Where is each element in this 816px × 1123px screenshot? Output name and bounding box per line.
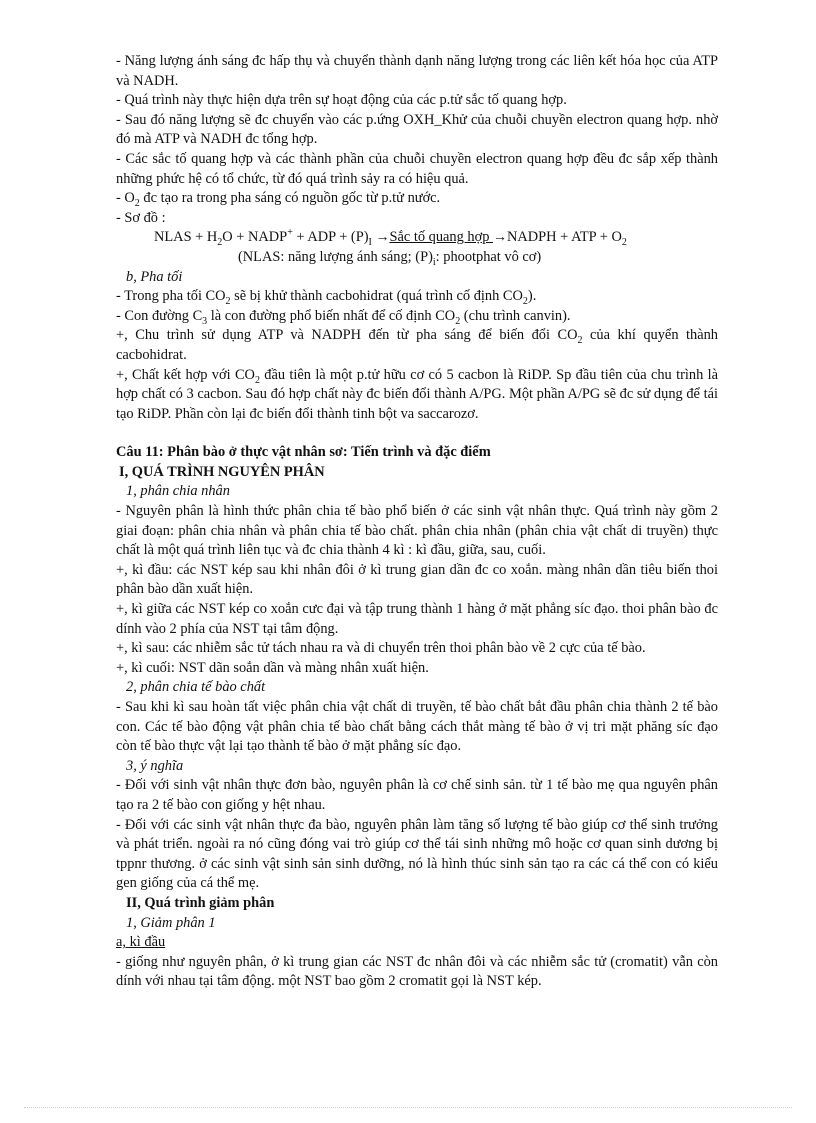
paragraph: +, kì sau: các nhiễm sắc tử tách nhau ra và di chuyển trên thoi phân bào về 2 cực của tế bào. <box>116 640 646 657</box>
paragraph: - Sau khi kì sau hoàn tất việc phân chia vật chất di truyền, tế bào chất bắt đầu phân chia thành 2 tế bào con. Các tế bào động vật phân chia tế bào chất bằng cách thắt màng tế bào ở vị tri mặt phăng síc đạo còn tế bào thực vật lại tạo thành tế bào ở mặt phẳng síc đạo. <box>116 699 718 755</box>
page-bottom-border <box>24 1107 792 1108</box>
paragraph: - Đối với sinh vật nhân thực đơn bào, nguyên phân là cơ chế sinh sản. từ 1 tế bào mẹ qua nguyên phân tạo ra 2 tế bào con giống y hệt nhau. <box>116 777 718 813</box>
formula-note: (NLAS: năng lượng ánh sáng; $(P)_i$: phootphat vô cơ) <box>238 248 542 268</box>
paragraph: +, kì giữa các NST kép co xoắn cưc đại và tập trung thành 1 hàng ở mặt phẳng síc đạo. thoi phân bào đc dính vào 2 phía của NST tại tâm động. <box>116 601 718 637</box>
paragraph: - Quá trình này thực hiện dựa trên sự hoạt động của các p.tử sắc tố quang hợp. <box>116 92 567 109</box>
paragraph: - Nguyên phân là hình thức phân chia tế bào phổ biến ở các sinh vật nhân thực. Quá trình này gồm 2 giai đoạn: phân chia nhân và phân chia tế bào chất. phân chia nhân (phân chia vật chất di truyền) thực chất là một quá trình liên tục và đc chia thành 4 kì : kì đầu, giữa, sau, cuối. <box>116 503 718 559</box>
ki-dau-heading: a, kì đầu <box>116 934 166 951</box>
paragraph: +, Chất kết hợp với $CO_2$ đầu tiên là một p.tử hữu cơ có 5 cacbon là RiDP. Sp đầu tiên của chu trình là hợp chất có 3 cacbon. Sau đó hợp chất này đc biến đổi thành A/PG. Một phần A/PG sẽ đc sử dụng để tái tạo RiDP. Phần còn lại đc biến đổi thành tinh bột va saccarozơ. <box>116 366 718 422</box>
catalyst-label: Sắc tố quang hợp <box>389 229 493 246</box>
subsection-heading: 1, Giảm phân 1 <box>126 914 216 931</box>
document-page <box>116 52 718 992</box>
paragraph: - Năng lượng ánh sáng đc hấp thụ và chuyển thành dạnh năng lượng trong các liên kết hóa học của ATP và NADH. <box>116 53 718 89</box>
paragraph: - Đối với các sinh vật nhân thực đa bào, nguyên phân làm tăng số lượng tế bào giúp cơ thể sinh trưởng và phát triển. ngoài ra nó cũng đóng vai trò giúp cơ thể tái sinh những mô hoặc cơ quan sinh dương bị tppnr thương. ở các sinh vật sinh sản sinh dưỡng, nó là hình thúc sinh sản tạo ra các cá thể con có kiểu gen giống của cá thể mẹ. <box>116 816 718 892</box>
spacer <box>116 424 718 443</box>
subsection-heading: 3, ý nghĩa <box>126 757 184 774</box>
right-arrow-icon: → <box>492 230 507 246</box>
question-title: Câu 11: Phân bào ở thực vật nhân sơ: Tiến trình và đặc điểm <box>116 444 491 461</box>
so-do-label: - Sơ đồ : <box>116 209 166 226</box>
section-title: I, QUÁ TRÌNH NGUYÊN PHÂN <box>119 463 325 480</box>
paragraph: - giống như nguyên phân, ở kì trung gian các NST đc nhân đôi và các nhiễm sắc tử (cromatit) vẫn còn dính với nhau tại tâm động. một NST bao gồm 2 cromatit gọi là NST kép. <box>116 953 718 990</box>
paragraph: - Trong pha tối $CO_2$ sẽ bị khử thành cacbohidrat (quá trình cố định $CO_2$). <box>116 288 537 307</box>
paragraph: +, Chu trình sử dụng ATP và NADPH đến từ pha sáng để biến đổi $CO_2$ của khí quyển thành cacbohidrat. <box>116 327 718 363</box>
o2-line: - $O_2$ đc tạo ra trong pha sáng có nguồn gốc từ p.tử nước. <box>116 190 441 210</box>
right-arrow-icon: → <box>375 230 390 246</box>
paragraph: +, kì đầu: các NST kép sau khi nhân đôi ở kì trung gian dần đc co xoắn. màng nhân dần tiêu biến thoi phân bào dần xuất hiện. <box>116 561 718 598</box>
pha-toi-heading: b, Pha tối <box>126 268 183 285</box>
paragraph: - Sau đó năng lượng sẽ đc chuyển vào các p.ứng OXH_Khử của chuỗi chuyền electron quang hợp. nhờ đó mà ATP và NADH đc tổng hợp. <box>116 111 718 148</box>
subsection-heading: 1, phân chia nhân <box>126 483 230 500</box>
paragraph: +, kì cuối: NST dãn soắn dần và màng nhân xuất hiện. <box>116 659 429 676</box>
section-title: II, Quá trình giảm phân <box>126 894 275 911</box>
paragraph: - Các sắc tố quang hợp và các thành phần của chuỗi chuyền electron quang hợp đều đc sắp xếp thành những phức hệ có tổ chức, từ đó quá trình sảy ra có hiệu quả. <box>116 150 718 187</box>
subsection-heading: 2, phân chia tế bào chất <box>126 679 266 696</box>
photosynthesis-formula: NLAS + $H_2O$ + NADP+ + ADP + $(P)_I$ →Sắc tố quang hợp →NADPH + ATP + $O_2$ <box>154 227 627 249</box>
paragraph: - Con đường $C_3$ là con đường phổ biến nhất để cố định $CO_2$ (chu trình canvin). <box>116 307 571 327</box>
